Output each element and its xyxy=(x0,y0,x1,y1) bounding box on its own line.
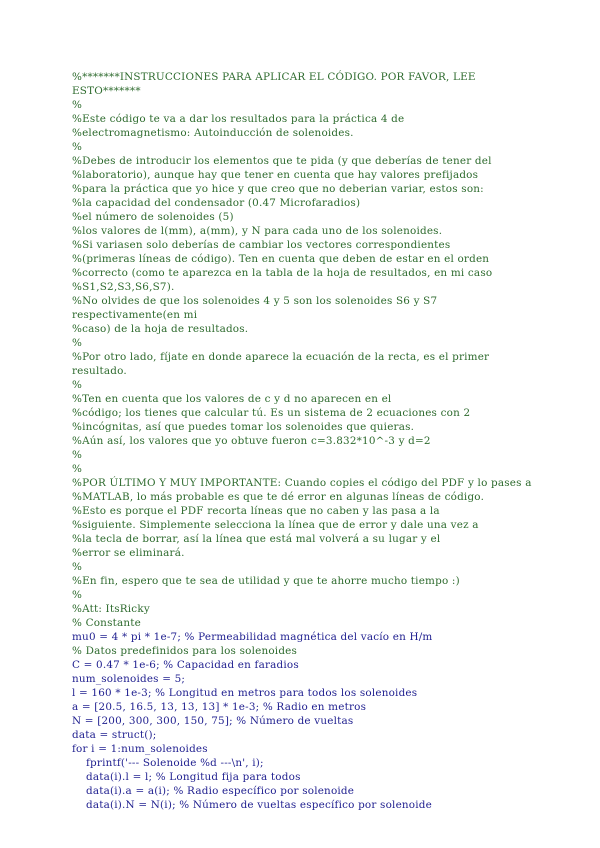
code-line: data(i).a = a(i); % Radio específico por solenoide xyxy=(86,785,355,797)
comment-line: %Si variasen solo deberías de cambiar los vectores correspondientes xyxy=(72,239,451,251)
code-listing xyxy=(72,70,542,812)
comment-line: %laboratorio), aunque hay que tener en cuenta que hay valores prefijados xyxy=(72,169,479,181)
comment-line: %la capacidad del condensador (0.47 Microfaradios) xyxy=(72,197,361,209)
comment-line: % xyxy=(72,561,83,573)
comment-line: %Debes de introducir los elementos que te pida (y que deberías de tener del xyxy=(72,155,492,167)
comment-line: %electromagnetismo: Autoinducción de solenoides. xyxy=(72,127,354,139)
comment-line: % xyxy=(72,337,83,349)
comment-line: %S1,S2,S3,S6,S7). xyxy=(72,281,175,293)
comment-line: % Constante xyxy=(72,617,141,629)
comment-line: %No olvides de que los solenoides 4 y 5 son los solenoides S6 y S7 respectivamente(en mi xyxy=(72,295,441,321)
comment-line: % xyxy=(72,449,83,461)
comment-line: %la tecla de borrar, así la línea que está mal volverá a su lugar y el xyxy=(72,533,441,545)
comment-line: %los valores de l(mm), a(mm), y N para cada uno de los solenoides. xyxy=(72,225,443,237)
code-line: C = 0.47 * 1e-6; % Capacidad en faradios xyxy=(72,659,299,671)
comment-line: %Por otro lado, fíjate en donde aparece la ecuación de la recta, es el primer resultado. xyxy=(72,351,493,377)
code-line: l = 160 * 1e-3; % Longitud en metros para todos los solenoides xyxy=(72,687,418,699)
comment-line: %el número de solenoides (5) xyxy=(72,211,234,223)
comment-line: %Este código te va a dar los resultados para la práctica 4 de xyxy=(72,113,405,125)
comment-line: %para la práctica que yo hice y que creo que no deberian variar, estos son: xyxy=(72,183,484,195)
comment-line: % xyxy=(72,99,83,111)
comment-line: %Esto es porque el PDF recorta líneas que no caben y las pasa a la xyxy=(72,505,440,517)
comment-line: %correcto (como te aparezca en la tabla de la hoja de resultados, en mi caso xyxy=(72,267,493,279)
comment-line: %incógnitas, así que puedes tomar los solenoides que quieras. xyxy=(72,421,415,433)
comment-line: %Aún así, los valores que yo obtuve fueron c=3.832*10^-3 y d=2 xyxy=(72,435,431,447)
comment-line: %(primeras líneas de código). Ten en cuenta que deben de estar en el orden xyxy=(72,253,490,265)
comment-line: %Att: ItsRicky xyxy=(72,603,150,615)
comment-line: %código; los tienes que calcular tú. Es un sistema de 2 ecuaciones con 2 xyxy=(72,407,471,419)
code-line: N = [200, 300, 300, 150, 75]; % Número de vueltas xyxy=(72,715,354,727)
comment-line: %POR ÚLTIMO Y MUY IMPORTANTE: Cuando copies el código del PDF y lo pases a xyxy=(72,477,532,489)
comment-line: %error se eliminará. xyxy=(72,547,185,559)
code-line: data = struct(); xyxy=(72,729,157,741)
comment-line: %MATLAB, lo más probable es que te dé error en algunas líneas de código. xyxy=(72,491,485,503)
code-line: for i = 1:num_solenoides xyxy=(72,743,208,755)
code-line: data(i).l = l; % Longitud fija para todos xyxy=(86,771,301,783)
comment-line: %En fin, espero que te sea de utilidad y que te ahorre mucho tiempo :) xyxy=(72,575,460,587)
code-line: a = [20.5, 16.5, 13, 13, 13] * 1e-3; % Radio en metros xyxy=(72,701,367,713)
comment-line: % Datos predefinidos para los solenoides xyxy=(72,645,298,657)
code-line: num_solenoides = 5; xyxy=(72,673,186,685)
comment-line: %siguiente. Simplemente selecciona la línea que de error y dale una vez a xyxy=(72,519,479,531)
comment-line: %caso) de la hoja de resultados. xyxy=(72,323,249,335)
comment-line: %*******INSTRUCCIONES PARA APLICAR EL CÓDIGO. POR FAVOR, LEE ESTO******* xyxy=(72,71,480,97)
comment-line: % xyxy=(72,379,83,391)
comment-line: % xyxy=(72,141,83,153)
comment-line: % xyxy=(72,589,83,601)
code-line: fprintf('--- Solenoide %d ---\n', i); xyxy=(86,757,264,769)
code-line: data(i).N = N(i); % Número de vueltas específico por solenoide xyxy=(86,799,432,811)
code-line: mu0 = 4 * pi * 1e-7; % Permeabilidad magnética del vacío en H/m xyxy=(72,631,433,643)
comment-line: % xyxy=(72,463,83,475)
comment-line: %Ten en cuenta que los valores de c y d no aparecen en el xyxy=(72,393,392,405)
